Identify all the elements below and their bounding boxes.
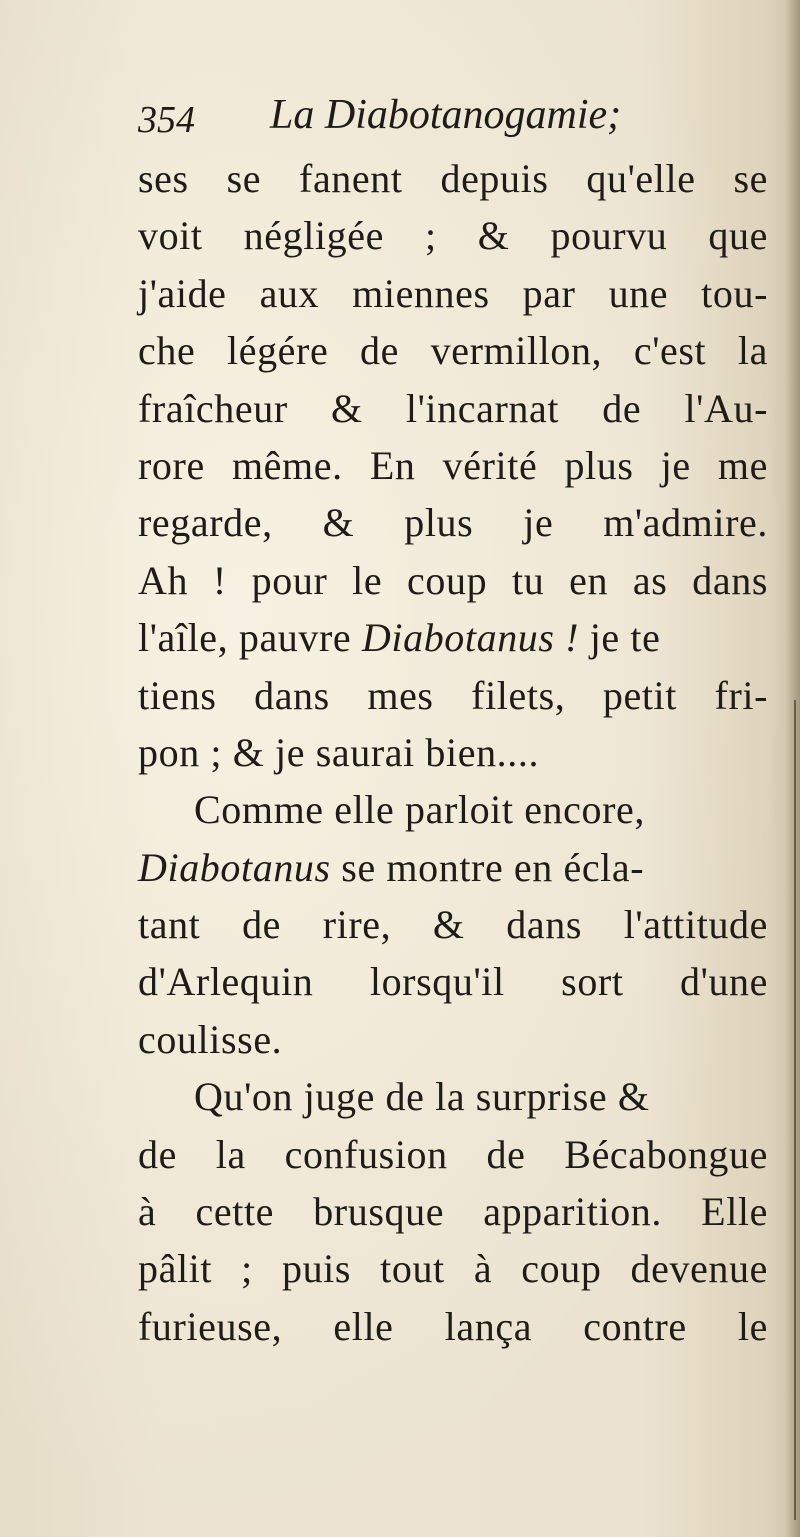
page-text [138, 92, 768, 1355]
text-span: pâlit ; puis tout à coup devenue [138, 1246, 768, 1292]
text-line [138, 953, 768, 1010]
page-edge-shadow [786, 0, 800, 1537]
text-line [138, 207, 768, 264]
text-span: je te [579, 615, 661, 661]
italic-name: Diabotanus ! [361, 615, 580, 661]
text-span: à cette brusque apparition. Elle [138, 1189, 768, 1235]
text-line [138, 437, 768, 494]
italic-name: Diabotanus [138, 844, 331, 890]
text-line [138, 322, 768, 379]
text-span: furieuse, elle lança contre le [138, 1303, 768, 1349]
text-line [138, 839, 768, 896]
text-span: coulisse. [138, 1016, 283, 1062]
text-span: d'Arlequin lorsqu'il sort d'une [138, 959, 768, 1005]
text-line [138, 265, 768, 322]
running-title: La Diabotanogamie; [270, 92, 622, 138]
text-line [138, 1011, 768, 1068]
text-line [138, 1298, 768, 1355]
text-span: voit négligée ; & pourvu que [138, 213, 768, 259]
paragraph-start-line [138, 781, 768, 838]
text-line [138, 896, 768, 953]
text-span: che légére de vermillon, c'est la [138, 328, 768, 374]
text-span: tiens dans mes filets, petit fri- [138, 672, 768, 718]
text-line [138, 552, 768, 609]
text-line [138, 609, 768, 666]
text-span: se montre en écla- [330, 844, 645, 890]
page-edge-line [794, 700, 796, 1520]
page-header [138, 92, 768, 150]
text-line [138, 150, 768, 207]
text-span: fraîcheur & l'incarnat de l'Au- [138, 385, 768, 431]
text-span: pon ; & je saurai bien.... [138, 729, 540, 775]
text-line [138, 1240, 768, 1297]
text-span: rore même. En vérité plus je me [138, 442, 768, 488]
text-span: de la confusion de Bécabongue [138, 1131, 768, 1177]
text-line [138, 724, 768, 781]
text-span: l'aîle, pauvre [138, 615, 362, 661]
text-line [138, 494, 768, 551]
text-span: Ah ! pour le coup tu en as dans [138, 557, 768, 603]
text-span: tant de rire, & dans l'attitude [138, 902, 768, 948]
text-line [138, 1183, 768, 1240]
text-span: j'aide aux miennes par une tou- [138, 270, 768, 316]
page-number: 354 [138, 99, 195, 141]
text-span: regarde, & plus je m'admire. [138, 500, 768, 546]
text-span: ses se fanent depuis qu'elle se [138, 156, 768, 201]
text-span: Qu'on juge de la surprise & [194, 1074, 650, 1120]
paragraph-start-line [138, 1068, 768, 1125]
text-line [138, 667, 768, 724]
text-span: Comme elle parloit encore, [194, 787, 645, 833]
text-line [138, 380, 768, 437]
text-line [138, 1126, 768, 1183]
